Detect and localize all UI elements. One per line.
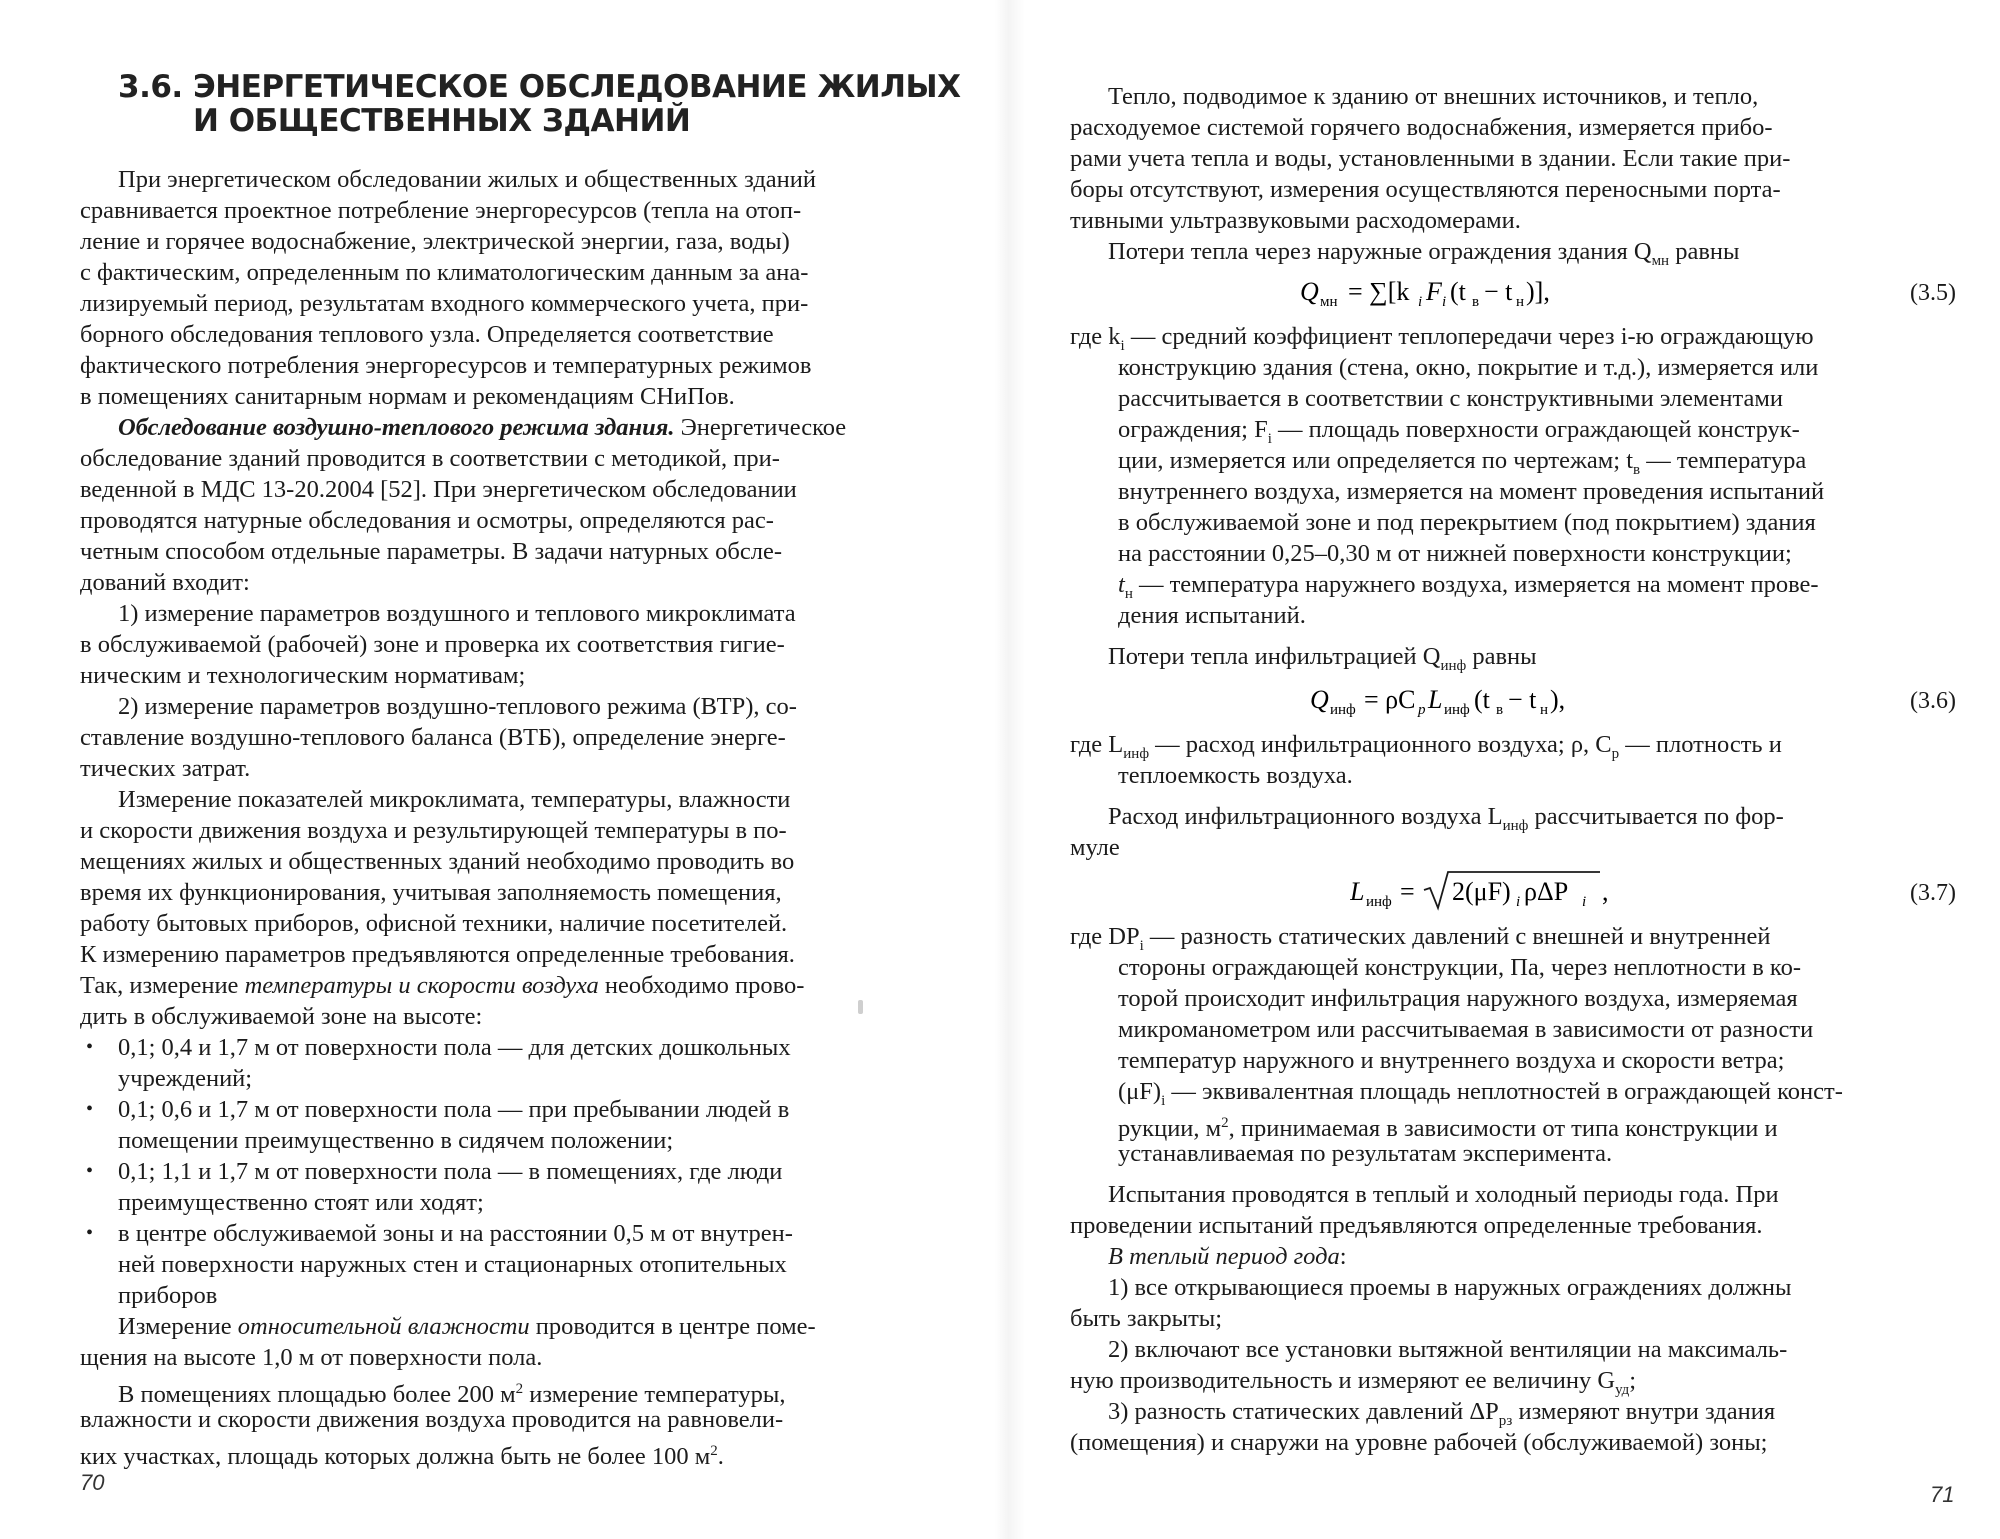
paragraph-line: ление и горячее водоснабжение, электрической энергии, газа, воды) [80, 228, 790, 255]
paragraph-line: микроманометром или рассчитываемая в зависимости от разности [1118, 1016, 1814, 1043]
paragraph-line [80, 971, 804, 1001]
paragraph-line: на расстоянии 0,25–0,30 м от нижней поверхности конструкции; [1118, 540, 1792, 567]
text-span: рассчитывается по фор- [1528, 803, 1784, 830]
subscript: рз [1498, 1412, 1513, 1429]
italic-term: относительной влажности [237, 1313, 530, 1340]
paragraph-line: тивными ультразвуковыми расходомерами. [1070, 207, 1521, 234]
paragraph-line: торой происходит инфильтрация наружного воздуха, измеряемая [1118, 985, 1798, 1012]
svg-text:в: в [1496, 702, 1504, 718]
paragraph-line: Тепло, подводимое к зданию от внешних источников, и тепло, [1108, 83, 1759, 110]
svg-text:2(μF): 2(μF) [1452, 877, 1511, 906]
text-span: необходимо прово- [598, 972, 805, 999]
right-page [1030, 0, 2000, 1539]
page-number: 70 [80, 1470, 105, 1495]
section-title-line-1: ЭНЕРГЕТИЧЕСКОЕ ОБСЛЕДОВАНИЕ ЖИЛЫХ [193, 69, 961, 105]
svg-text:L: L [1428, 685, 1443, 714]
paragraph-line: с фактическим, определенным по климатологическим данным за ана- [80, 259, 809, 286]
superscript: 2 [1221, 1115, 1229, 1131]
paragraph-line: дения испытаний. [1118, 602, 1306, 629]
svg-text:= ∑[k: = ∑[k [1348, 277, 1410, 306]
subscript: мн [1651, 252, 1670, 269]
svg-text:i: i [1582, 894, 1587, 910]
paragraph-line: муле [1070, 834, 1120, 861]
paragraph-line: борного обследования теплового узла. Определяется соответствие [80, 321, 774, 348]
svg-text:мн: мн [1320, 294, 1338, 310]
subscript: p [1611, 745, 1620, 762]
text-span: — средний коэффициент теплопередачи через i-ю ограждающую [1124, 323, 1814, 350]
bullet-marker: • [86, 1160, 94, 1182]
paragraph-line: веденной в МДС 13-20.2004 [52]. При энергетическом обследовании [80, 476, 797, 503]
svg-text:= ρC: = ρC [1364, 685, 1416, 714]
superscript: 2 [710, 1443, 718, 1459]
text-span: где DP [1070, 923, 1140, 950]
text-span: Так, измерение [80, 972, 239, 999]
equation-number: (3.7) [1910, 880, 1956, 906]
paragraph-line: 1) все открывающиеся проемы в наружных ограждениях должны [1108, 1274, 1792, 1301]
svg-text:,: , [1602, 877, 1609, 906]
italic-term: температуры и скорости воздуха [244, 972, 599, 999]
paragraph-line: ставление воздушно-теплового баланса (ВТБ), определение энерге- [80, 724, 786, 751]
paragraph-line: температур наружного и внутреннего воздуха и скорости ветра; [1118, 1047, 1785, 1074]
paragraph-line: и скорости движения воздуха и результирующей температуры в по- [80, 817, 787, 844]
subscript: инф [1440, 657, 1467, 674]
svg-text:F: F [1426, 277, 1442, 306]
formula-3-5 [1300, 268, 1720, 316]
bullet-marker: • [86, 1036, 94, 1058]
paragraph-line: четным способом отдельные параметры. В задачи натурных обсле- [80, 538, 782, 565]
text-span: где k [1070, 323, 1121, 350]
paragraph-line: проведении испытаний предъявляются определенные требования. [1070, 1212, 1763, 1239]
paragraph-line: устанавливаемая по результатам эксперимента. [1118, 1140, 1613, 1167]
paragraph-line: фактического потребления энергоресурсов и температурных режимов [80, 352, 812, 379]
subscript: н [1124, 585, 1133, 602]
section-title-line-2: И ОБЩЕСТВЕННЫХ ЗДАНИЙ [193, 103, 691, 139]
svg-text:i: i [1516, 894, 1521, 910]
list-item: 0,1; 0,4 и 1,7 м от поверхности пола — для детских дошкольных [118, 1034, 791, 1061]
svg-text:в: в [1472, 294, 1480, 310]
paragraph-line: 1) измерение параметров воздушного и теплового микроклимата [118, 600, 796, 627]
paragraph-line: мещениях жилых и общественных зданий необходимо проводить во [80, 848, 795, 875]
italic-term: В теплый период года [1108, 1243, 1340, 1270]
paragraph-line: лизируемый период, результатам входного коммерческого учета, при- [80, 290, 809, 317]
text-span: измеряют внутри здания [1512, 1398, 1776, 1425]
paragraph-line: тических затрат. [80, 755, 251, 782]
paragraph-line [1108, 1242, 1347, 1272]
svg-text:− t: − t [1508, 685, 1537, 714]
equation-number: (3.5) [1910, 280, 1956, 306]
svg-text:(t: (t [1450, 277, 1466, 306]
paragraph-line: в помещениях санитарным нормам и рекомендациям СНиПов. [80, 383, 735, 410]
text-span: Расход инфильтрационного воздуха L [1108, 803, 1503, 830]
text-span: (μF) [1118, 1078, 1162, 1105]
text-span: измерение температуры, [523, 1381, 786, 1409]
paragraph-line: (помещения) и снаружи на уровне рабочей (обслуживаемой) зоны; [1070, 1429, 1768, 1456]
svg-text:(t: (t [1474, 685, 1490, 714]
paragraph-line: Измерение показателей микроклимата, температуры, влажности [118, 786, 791, 813]
paragraph-line: дить в обслуживаемой зоне на высоте: [80, 1003, 483, 1030]
subscript: в [1633, 461, 1641, 478]
paragraph-line: работу бытовых приборов, офисной техники, наличие посетителей. [80, 910, 788, 937]
text-span: равны [1669, 238, 1740, 265]
paragraph-line [80, 1436, 724, 1472]
superscript: 2 [515, 1381, 524, 1397]
text-span: ции, измеряется или определяется по чертежам; t [1118, 447, 1634, 474]
svg-text:p: p [1418, 702, 1426, 718]
paragraph-line: рассчитывается в соответствии с конструктивными элементами [1118, 385, 1784, 412]
left-page [0, 0, 990, 1539]
paragraph-line: 2) измерение параметров воздушно-теплового режима (ВТР), со- [118, 693, 797, 720]
text-span: — расход инфильтрационного воздуха; ρ, C [1149, 731, 1612, 758]
text-span: где L [1070, 731, 1124, 758]
bullet-marker: • [86, 1098, 94, 1120]
text-span: — плотность и [1619, 731, 1782, 758]
svg-text:инф: инф [1366, 894, 1392, 910]
text-span: проводится в центре поме- [529, 1313, 816, 1340]
text-span: — разность статических давлений с внешней и внутренней [1143, 923, 1771, 950]
list-item: 0,1; 0,6 и 1,7 м от поверхности пола — при пребывании людей в [118, 1096, 790, 1123]
paragraph-line: При энергетическом обследовании жилых и общественных зданий [118, 166, 817, 193]
svg-text:Q: Q [1310, 685, 1329, 714]
text-span: В помещениях площадью более 200 м [118, 1381, 516, 1409]
paragraph-line: в обслуживаемой зоне и под перекрытием (под покрытием) здания [1118, 509, 1816, 536]
list-item: ней поверхности наружных стен и стационарных отопительных [118, 1251, 787, 1278]
svg-text:инф: инф [1444, 702, 1470, 718]
paragraph-line: влажности и скорости движения воздуха проводится на равновели- [80, 1406, 784, 1433]
page-number: 71 [1930, 1482, 1955, 1507]
lead-rest: Энергетическое [674, 414, 847, 441]
list-item: помещении преимущественно в сидячем положении; [118, 1127, 674, 1154]
subscript: инф [1502, 817, 1529, 834]
text-span: Потери тепла инфильтрацией Q [1108, 643, 1441, 670]
subscript: инф [1123, 745, 1150, 762]
svg-text:н: н [1540, 702, 1549, 718]
paragraph-line [118, 1312, 816, 1342]
text-span: — эквивалентная площадь неплотностей в ограждающей конст- [1165, 1078, 1843, 1105]
text-span: , принимаемая в зависимости от типа конструкции и [1228, 1115, 1778, 1143]
paragraph-line [1108, 802, 1784, 841]
text-span: Измерение [118, 1313, 232, 1340]
paragraph-line: ническим и технологическим нормативам; [80, 662, 526, 689]
subscript: i [1267, 430, 1272, 447]
list-item: в центре обслуживаемой зоны и на расстоянии 0,5 м от внутрен- [118, 1220, 793, 1247]
svg-text:инф: инф [1330, 702, 1356, 718]
text-span: равны [1466, 643, 1537, 670]
paragraph-line: 2) включают все установки вытяжной вентиляции на максималь- [1108, 1336, 1788, 1363]
list-item: приборов [118, 1282, 218, 1309]
subscript: i [1161, 1092, 1166, 1109]
list-item: 0,1; 1,1 и 1,7 м от поверхности пола — в помещениях, где люди [118, 1158, 783, 1185]
paragraph-line: боры отсутствуют, измерения осуществляются переносными порта- [1070, 176, 1781, 203]
formula-3-7 [1350, 866, 1710, 918]
text-span: Потери тепла через наружные ограждения здания Q [1108, 238, 1652, 265]
text-span: ; [1629, 1367, 1637, 1394]
svg-text:ρΔP: ρΔP [1524, 877, 1569, 906]
paragraph-line: щения на высоте 1,0 м от поверхности пола. [80, 1344, 543, 1371]
paragraph-line: дований входит: [80, 569, 250, 596]
paragraph-line: быть закрыты; [1070, 1305, 1223, 1332]
equation-number: (3.6) [1910, 688, 1956, 714]
text-span: — площадь поверхности ограждающей конструк- [1271, 416, 1800, 443]
paragraph-line: расходуемое системой горячего водоснабжения, измеряется прибо- [1070, 114, 1773, 141]
text-span: 3) разность статических давлений ΔP [1108, 1398, 1499, 1425]
paragraph-line: стороны ограждающей конструкции, Па, через неплотности в ко- [1118, 954, 1801, 981]
paragraph-line [118, 413, 846, 443]
text-span: ограждения; F [1118, 416, 1268, 443]
subscript: уд [1615, 1381, 1630, 1398]
paragraph-line: обследование зданий проводится в соответствии с методикой, при- [80, 445, 780, 472]
lead-heading: Обследование воздушно-теплового режима здания. [118, 414, 675, 441]
paragraph-line: теплоемкость воздуха. [1118, 762, 1353, 789]
paragraph-line: конструкцию здания (стена, окно, покрытие и т.д.), измеряется или [1118, 354, 1819, 381]
svg-text:),: ), [1550, 685, 1566, 714]
svg-text:i: i [1442, 294, 1447, 310]
list-item: преимущественно стоят или ходят; [118, 1189, 484, 1216]
text-span: . [717, 1443, 724, 1471]
svg-text:i: i [1418, 294, 1423, 310]
paragraph-line: Испытания проводятся в теплый и холодный периоды года. При [1108, 1181, 1779, 1208]
paragraph-line: внутреннего воздуха, измеряется на момент проведения испытаний [1118, 478, 1825, 505]
formula-3-6 [1310, 676, 1730, 724]
text-span: — температура [1640, 447, 1807, 474]
paragraph-line: в обслуживаемой (рабочей) зоне и проверка их соответствия гигие- [80, 631, 785, 658]
text-span: рукции, м [1118, 1115, 1222, 1143]
subscript: i [1120, 337, 1125, 354]
svg-text:Q: Q [1300, 277, 1319, 306]
text-span: t [1118, 571, 1125, 598]
list-item: учреждений; [118, 1065, 253, 1092]
text-span: — температура наружнего воздуха, измеряется на момент прове- [1132, 571, 1819, 598]
section-number: 3.6. [118, 69, 183, 105]
bullet-marker: • [86, 1222, 94, 1244]
subscript: i [1139, 937, 1144, 954]
text-span: : [1339, 1243, 1347, 1270]
text-span: ную производительность и измеряют ее величину G [1070, 1367, 1616, 1394]
book-spine-shadow [995, 0, 1025, 1539]
text-span: ких участках, площадь которых должна быть не более 100 м [80, 1443, 711, 1471]
paragraph-line: время их функционирования, учитывая заполняемость помещения, [80, 879, 782, 906]
paragraph-line: проводятся натурные обследования и осмотры, определяются рас- [80, 507, 774, 534]
paragraph-line: К измерению параметров предъявляются определенные требования. [80, 941, 795, 968]
svg-text:− t: − t [1484, 277, 1513, 306]
paragraph-line: рами учета тепла и воды, установленными в здании. Если такие при- [1070, 145, 1791, 172]
svg-text:=: = [1400, 877, 1415, 906]
svg-text:н: н [1516, 294, 1525, 310]
svg-text:)],: )], [1526, 277, 1550, 306]
paragraph-line: сравнивается проектное потребление энергоресурсов (тепла на отоп- [80, 197, 802, 224]
svg-text:L: L [1350, 877, 1365, 906]
